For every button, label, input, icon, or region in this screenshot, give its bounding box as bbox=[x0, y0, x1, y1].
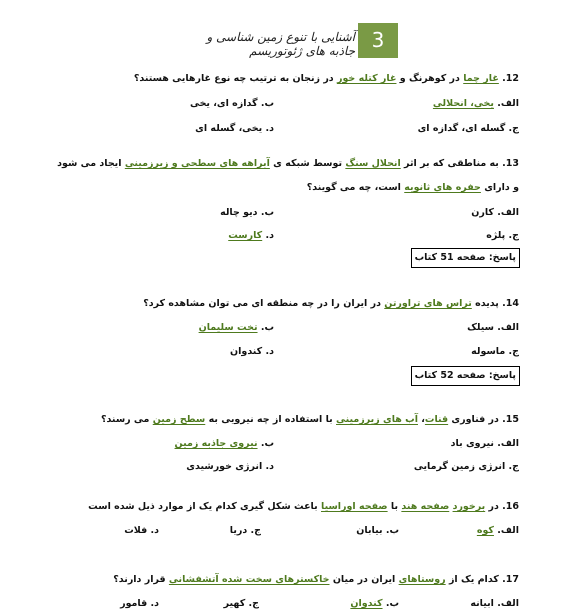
option-label: ب. bbox=[257, 322, 274, 333]
option-b bbox=[175, 438, 274, 449]
question-text: در کوهرنگ و bbox=[396, 73, 464, 84]
question-text: به مناطقی که بر اثر bbox=[400, 158, 499, 169]
option-d: د. فلات bbox=[124, 525, 159, 536]
question-number: 16. bbox=[502, 501, 519, 512]
answer-reference: پاسخ: صفحه 51 کتاب bbox=[411, 248, 520, 268]
option-text: کارست bbox=[228, 230, 263, 241]
option-label: الف. bbox=[493, 525, 519, 536]
option-c: ج. انرژی زمین گرمایی bbox=[413, 461, 519, 472]
question-text: قرار دارند؟ bbox=[113, 574, 169, 585]
option-label: ب. bbox=[257, 438, 274, 449]
answer-reference: پاسخ: صفحه 52 کتاب bbox=[411, 366, 520, 386]
question-text: ایجاد می شود و دارای bbox=[57, 158, 519, 193]
option-d: د. یخی، گسله ای bbox=[195, 123, 274, 134]
question-15 bbox=[101, 414, 519, 425]
option-b bbox=[199, 322, 274, 333]
question-17 bbox=[113, 574, 519, 585]
chapter-title: آشنایی با تنوع زمین شناسی و جاذبه های ژئوتوریسم bbox=[206, 30, 355, 58]
option-text: تخت سلیمان bbox=[198, 322, 258, 333]
question-number: 14. bbox=[502, 298, 519, 309]
question-text: با استفاده از چه نیرویی به bbox=[205, 414, 337, 425]
question-text: باعث شکل گیری کدام یک از موارد ذیل شده است bbox=[88, 501, 321, 512]
option-a bbox=[477, 525, 519, 536]
keyword: آبراهه های سطحی و زیرزمینی bbox=[124, 158, 270, 169]
question-14 bbox=[143, 298, 519, 309]
question-13 bbox=[49, 152, 519, 200]
question-number: 15. bbox=[502, 414, 519, 425]
keyword: سطح زمین bbox=[152, 414, 206, 425]
question-text: در زنجان به ترتیب چه نوع غارهایی هستند؟ bbox=[133, 73, 337, 84]
keyword: برخورد bbox=[452, 501, 486, 512]
option-b: ب. بیابان bbox=[356, 525, 399, 536]
option-text: نیروی جاذبه زمین bbox=[174, 438, 258, 449]
option-d bbox=[228, 230, 274, 241]
question-text: توسط شبکه ی bbox=[269, 158, 346, 169]
option-b bbox=[350, 598, 399, 609]
question-text: در فناوری bbox=[448, 414, 499, 425]
option-a: الف. ابیانه bbox=[470, 598, 519, 609]
keyword: خاکسترهای سخت شده آتشفشانی bbox=[168, 574, 330, 585]
option-b: ب. دیو چاله bbox=[220, 207, 274, 218]
question-text: در ایران را در چه منطقه ای می توان مشاهده کرد؟ bbox=[143, 298, 385, 309]
question-text: می رسند؟ bbox=[100, 414, 153, 425]
option-d: د. انرژی خورشیدی bbox=[186, 461, 274, 472]
keyword: حفره های ثانویه bbox=[404, 182, 481, 193]
option-text: کندوان bbox=[350, 598, 383, 609]
option-c: ج. گسله ای، گدازه ای bbox=[417, 123, 519, 134]
question-text: کدام یک از bbox=[445, 574, 499, 585]
option-label: د. bbox=[262, 230, 274, 241]
keyword: روستاهای bbox=[398, 574, 446, 585]
option-a: الف. کارن bbox=[471, 207, 519, 218]
keyword: انحلال سنگ bbox=[345, 158, 401, 169]
question-text: با bbox=[387, 501, 402, 512]
option-a: الف. نیروی باد bbox=[450, 438, 519, 449]
option-b: ب. گدازه ای، یخی bbox=[189, 98, 274, 109]
option-a bbox=[433, 98, 519, 109]
option-d: د. کندوان bbox=[230, 346, 274, 357]
keyword: قنات bbox=[424, 414, 449, 425]
option-c: ج. ماسوله bbox=[471, 346, 519, 357]
question-text: پدیده bbox=[471, 298, 499, 309]
keyword: صفحه اوراسیا bbox=[321, 501, 388, 512]
option-c: ج. دریا bbox=[229, 525, 261, 536]
option-a: الف. سیلک bbox=[467, 322, 519, 333]
question-text: ، bbox=[417, 414, 425, 425]
option-text: کوه bbox=[476, 525, 494, 536]
option-label: الف. bbox=[493, 98, 519, 109]
chapter-number-badge: 3 bbox=[358, 23, 398, 58]
keyword: صفحه هند bbox=[401, 501, 450, 512]
question-number: 17. bbox=[502, 574, 519, 585]
question-text: در bbox=[485, 501, 499, 512]
option-label: ب. bbox=[382, 598, 399, 609]
question-12 bbox=[134, 73, 519, 84]
keyword: تراس های تراورتن bbox=[384, 298, 472, 309]
question-number: 13. bbox=[502, 158, 519, 169]
question-number: 12. bbox=[502, 73, 519, 84]
keyword: غار چما bbox=[463, 73, 499, 84]
option-c: ج. کهیر bbox=[223, 598, 259, 609]
question-text: ایران در میان bbox=[329, 574, 399, 585]
option-text: یخی، انحلالی bbox=[432, 98, 494, 109]
keyword: غار کتله خور bbox=[336, 73, 397, 84]
keyword: آب های زیرزمینی bbox=[336, 414, 418, 425]
option-d: د. قامور bbox=[120, 598, 159, 609]
question-16 bbox=[88, 501, 519, 512]
question-text: است، چه می گویند؟ bbox=[306, 182, 405, 193]
option-c: ج. پلژه bbox=[486, 230, 519, 241]
